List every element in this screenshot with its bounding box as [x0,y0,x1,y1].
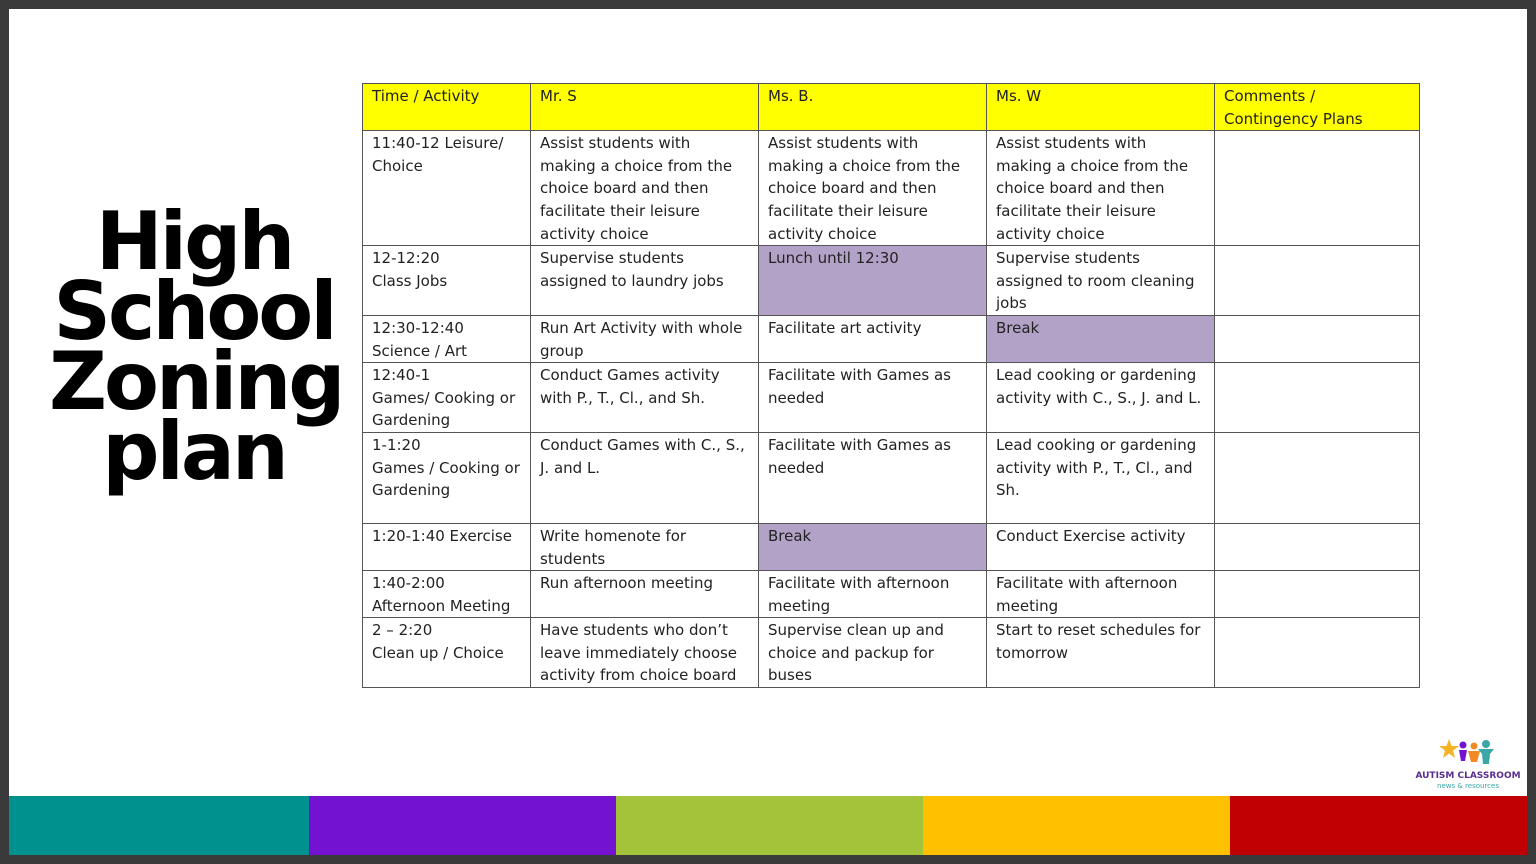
comments-cell [1215,523,1420,570]
table-row [363,618,1420,688]
time-cell: 1:20-1:40 Exercise [363,523,531,570]
header-mr-s: Mr. S [531,84,759,131]
comments-cell [1215,315,1420,362]
ms-w-cell: Lead cooking or gardening activity with C., S., J. and L. [987,363,1215,433]
table-row [363,246,1420,316]
ms-b-cell: Break [759,523,987,570]
stripe-purple [309,796,616,855]
stripe-teal [9,796,309,855]
header-comments: Comments / Contingency Plans [1215,84,1420,131]
table-row [363,315,1420,362]
comments-cell [1215,618,1420,688]
autism-classroom-logo [1409,737,1527,797]
ms-b-cell: Assist students with making a choice from the choice board and then facilitate their leisure activity choice [759,131,987,246]
slide [9,9,1527,855]
table-row [363,432,1420,523]
logo-title: AUTISM CLASSROOM [1415,771,1521,781]
color-stripe [9,796,1527,855]
title-line-4: plan [102,405,286,498]
ms-b-cell: Facilitate art activity [759,315,987,362]
table-row [363,523,1420,570]
ms-b-cell: Facilitate with Games as needed [759,363,987,433]
header-time-activity: Time / Activity [363,84,531,131]
mr-s-cell: Have students who don’t leave immediately choose activity from choice board [531,618,759,688]
ms-w-cell: Conduct Exercise activity [987,523,1215,570]
table-row [363,131,1420,246]
title-line-2: School [53,265,335,358]
stripe-red [1230,796,1527,855]
mr-s-cell: Run Art Activity with whole group [531,315,759,362]
figures-logo-icon [1440,737,1496,767]
time-cell: 1:40-2:00 Afternoon Meeting [363,571,531,618]
time-cell: 2 – 2:20 Clean up / Choice [363,618,531,688]
ms-w-cell: Assist students with making a choice from the choice board and then facilitate their leisure activity choice [987,131,1215,246]
time-cell: 12:30-12:40 Science / Art [363,315,531,362]
table-row [363,571,1420,618]
table-header-row [363,84,1420,131]
mr-s-cell: Run afternoon meeting [531,571,759,618]
ms-w-cell: Start to reset schedules for tomorrow [987,618,1215,688]
mr-s-cell: Conduct Games activity with P., T., Cl., and Sh. [531,363,759,433]
ms-b-cell: Lunch until 12:30 [759,246,987,316]
ms-w-cell: Facilitate with afternoon meeting [987,571,1215,618]
zoning-schedule-table [362,83,1420,688]
logo-subtitle: news & resources [1437,782,1499,790]
title-line-1: High [95,195,293,288]
ms-b-cell: Supervise clean up and choice and packup for buses [759,618,987,688]
ms-b-cell: Facilitate with Games as needed [759,432,987,523]
ms-w-cell: Supervise students assigned to room cleaning jobs [987,246,1215,316]
time-cell: 1-1:20 Games / Cooking or Gardening [363,432,531,523]
header-ms-w: Ms. W [987,84,1215,131]
title-line-3: Zoning [49,335,343,428]
comments-cell [1215,246,1420,316]
mr-s-cell: Assist students with making a choice from the choice board and then facilitate their leisure activity choice [531,131,759,246]
ms-w-cell: Lead cooking or gardening activity with P., T., Cl., and Sh. [987,432,1215,523]
comments-cell [1215,432,1420,523]
comments-cell [1215,131,1420,246]
ms-b-cell: Facilitate with afternoon meeting [759,571,987,618]
stripe-green [616,796,923,855]
header-ms-b: Ms. B. [759,84,987,131]
time-cell: 11:40-12 Leisure/ Choice [363,131,531,246]
mr-s-cell: Supervise students assigned to laundry jobs [531,246,759,316]
ms-w-cell: Break [987,315,1215,362]
table-row [363,363,1420,433]
slide-title [49,195,343,498]
stripe-orange [923,796,1230,855]
time-cell: 12:40-1 Games/ Cooking or Gardening [363,363,531,433]
time-cell: 12-12:20 Class Jobs [363,246,531,316]
mr-s-cell: Write homenote for students [531,523,759,570]
comments-cell [1215,363,1420,433]
comments-cell [1215,571,1420,618]
mr-s-cell: Conduct Games with C., S., J. and L. [531,432,759,523]
